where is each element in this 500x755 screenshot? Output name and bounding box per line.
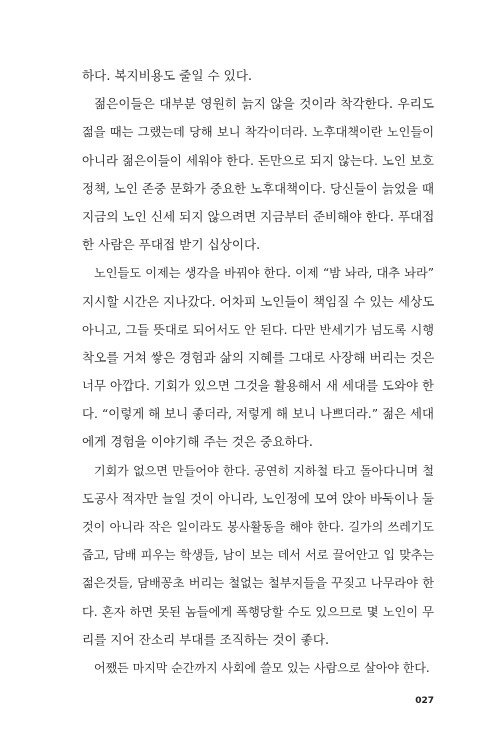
text-line: 어쨌든 마지막 순간까지 사회에 쓸모 있는 사람으로 살아야 한다. bbox=[94, 660, 430, 675]
text-line: 것이 아니라 작은 일이라도 봉사활동을 해야 한다. 길가의 쓰레기도 bbox=[82, 520, 434, 534]
text-line: 에게 경험을 이야기해 주는 것은 중요하다. bbox=[82, 434, 313, 450]
text-line: 하다. 복지비용도 줄일 수 있다. bbox=[82, 68, 253, 83]
body-text bbox=[82, 66, 434, 686]
text-line: 기회가 없으면 만들어야 한다. 공연히 지하철 타고 돌아다니며 철 bbox=[94, 463, 434, 478]
text-line: 젊은것들, 담배꽁초 버리는 철없는 철부지들을 꾸짖고 나무라야 한 bbox=[82, 576, 434, 591]
paragraph bbox=[82, 461, 434, 658]
text-line: 리를 지어 잔소리 부대를 조직하는 것이 좋다. bbox=[82, 631, 330, 647]
text-line: 아니라 젊은이들이 세워야 한다. 돈만으로 되지 않는다. 노인 보호 bbox=[82, 152, 434, 168]
page-number: 027 bbox=[415, 696, 434, 706]
text-line: 착오를 거쳐 쌓은 경험과 삶의 지혜를 그대로 사장해 버리는 것은 bbox=[82, 349, 434, 365]
text-line: 줍고, 담배 피우는 학생들, 남이 보는 데서 서로 끌어안고 입 맞추는 bbox=[82, 548, 434, 563]
paragraph bbox=[82, 263, 434, 460]
text-line: 아니고, 그들 뜻대로 되어서도 안 된다. 다만 반세기가 넘도록 시행 bbox=[82, 322, 434, 337]
text-line: 다. “이렇게 해 보니 좋더라, 저렇게 해 보니 나쁘더라.” 젊은 세대 bbox=[82, 406, 434, 422]
text-line: 너무 아깝다. 기회가 있으면 그것을 활용해서 새 세대를 도와야 한 bbox=[82, 378, 434, 394]
paragraph bbox=[82, 66, 434, 94]
text-line: 젊은이들은 대부분 영원히 늙지 않을 것이라 착각한다. 우리도 bbox=[94, 96, 434, 112]
text-line: 지시할 시간은 지나갔다. 어차피 노인들이 책임질 수 있는 세상도 bbox=[82, 293, 434, 309]
text-line: 도공사 적자만 늘일 것이 아니라, 노인정에 모여 앉아 바둑이나 둘 bbox=[82, 490, 434, 506]
paragraph bbox=[82, 658, 434, 686]
text-line: 젊을 때는 그랬는데 당해 보니 착각이더라. 노후대책이란 노인들이 bbox=[82, 125, 434, 140]
text-line: 한 사람은 푸대접 받기 십상이다. bbox=[82, 237, 261, 253]
text-line: 다. 혼자 하면 못된 놈들에게 폭행당할 수도 있으므로 몇 노인이 무 bbox=[82, 604, 434, 619]
text-line: 노인들도 이제는 생각을 바꿔야 한다. 이제 “밤 놔라, 대추 놔라” bbox=[94, 266, 434, 281]
text-line: 정책, 노인 존중 문화가 중요한 노후대책이다. 당신들이 늙었을 때 bbox=[82, 180, 434, 196]
paragraph bbox=[82, 94, 434, 263]
text-line: 지금의 노인 신세 되지 않으려면 지금부터 준비해야 한다. 푸대접 bbox=[82, 208, 434, 224]
